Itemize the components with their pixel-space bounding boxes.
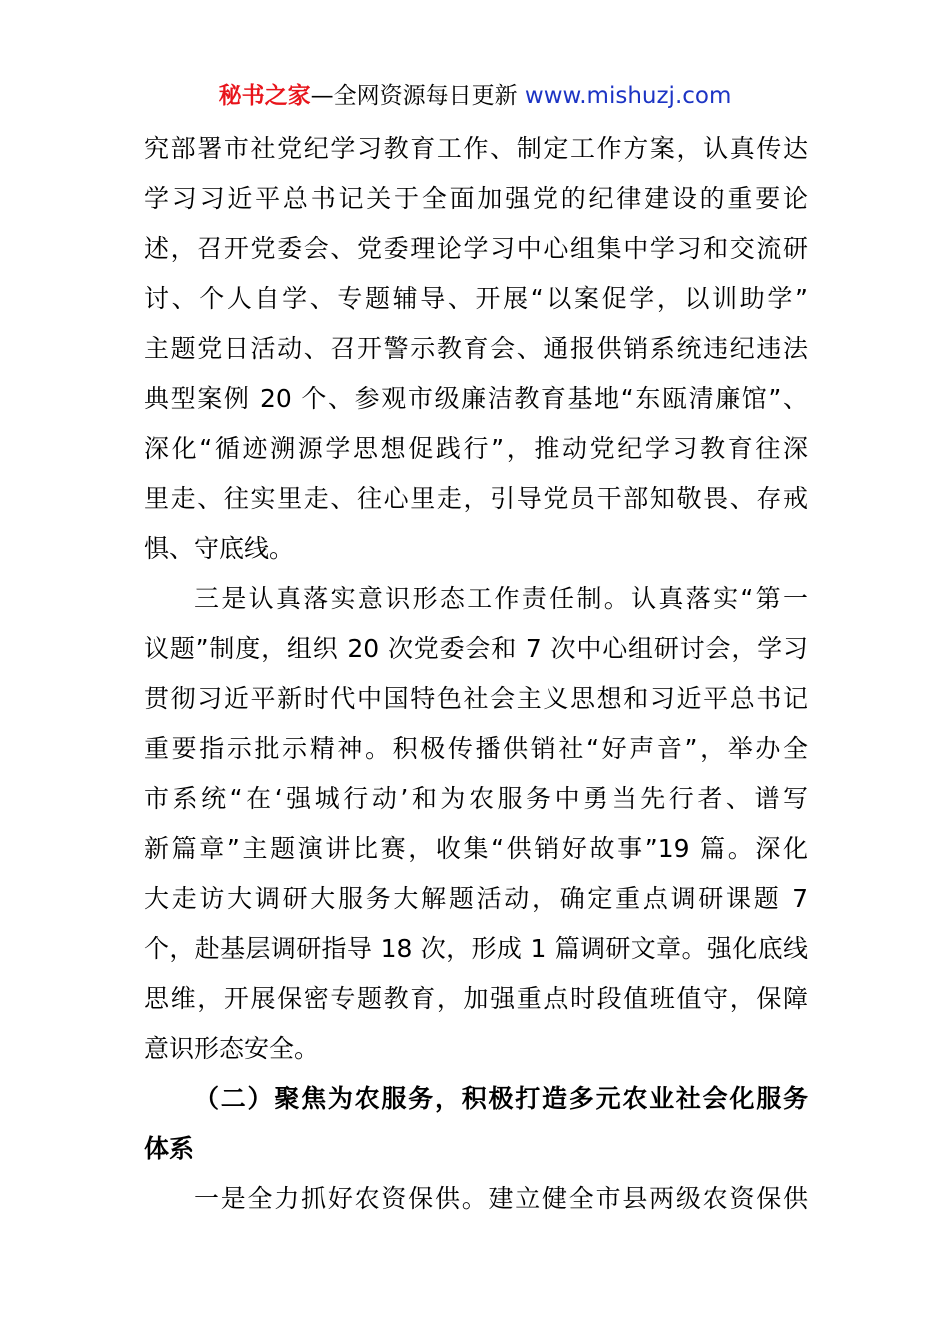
site-header [0,80,950,112]
text-line: 主题党日活动、召开警示教育会、通报供销系统违纪违法 [144,334,808,363]
text-line: 重要指示批示精神。积极传播供销社“好声音”，举办全 [144,734,808,763]
site-tagline: —全网资源每日更新 [310,83,518,109]
text-line: 深化“循迹溯源学思想促践行”，推动党纪学习教育往深 [144,434,808,463]
text-line: 究部署市社党纪学习教育工作、制定工作方案，认真传达 [144,134,808,163]
text-line: 思维，开展保密专题教育，加强重点时段值班值守，保障 [144,984,808,1013]
text-line: 意识形态安全。 [144,1034,320,1063]
paragraph-start-line: 一是全力抓好农资保供。建立健全市县两级农资保供 [194,1184,808,1213]
text-line: 贯彻习近平新时代中国特色社会主义思想和习近平总书记 [144,684,808,713]
section-heading-continuation: 体系 [144,1134,195,1163]
text-line: 个，赴基层调研指导 18 次，形成 1 篇调研文章。强化底线 [144,934,808,963]
section-heading: （二）聚焦为农服务，积极打造多元农业社会化服务 [194,1084,808,1113]
text-line: 典型案例 20 个、参观市级廉洁教育基地“东瓯清廉馆”、 [144,384,808,413]
site-url-link[interactable]: www.mishuzj.com [524,83,732,109]
text-line: 市系统“在‘强城行动’和为农服务中勇当先行者、谱写 [144,784,808,813]
text-line: 述，召开党委会、党委理论学习中心组集中学习和交流研 [144,234,808,263]
text-line: 新篇章”主题演讲比赛，收集“供销好故事”19 篇。深化 [144,834,808,863]
text-line: 议题”制度，组织 20 次党委会和 7 次中心组研讨会，学习 [144,634,808,663]
text-line: 讨、个人自学、专题辅导、开展“以案促学，以训助学” [144,284,808,313]
document-body [144,124,808,1224]
site-brand: 秘书之家 [218,83,311,109]
paragraph-start-line: 三是认真落实意识形态工作责任制。认真落实“第一 [194,584,808,613]
text-line: 里走、往实里走、往心里走，引导党员干部知敬畏、存戒 [144,484,808,513]
text-line: 学习习近平总书记关于全面加强党的纪律建设的重要论 [144,184,808,213]
text-line: 惧、守底线。 [144,534,295,563]
text-line: 大走访大调研大服务大解题活动，确定重点调研课题 7 [144,884,808,913]
